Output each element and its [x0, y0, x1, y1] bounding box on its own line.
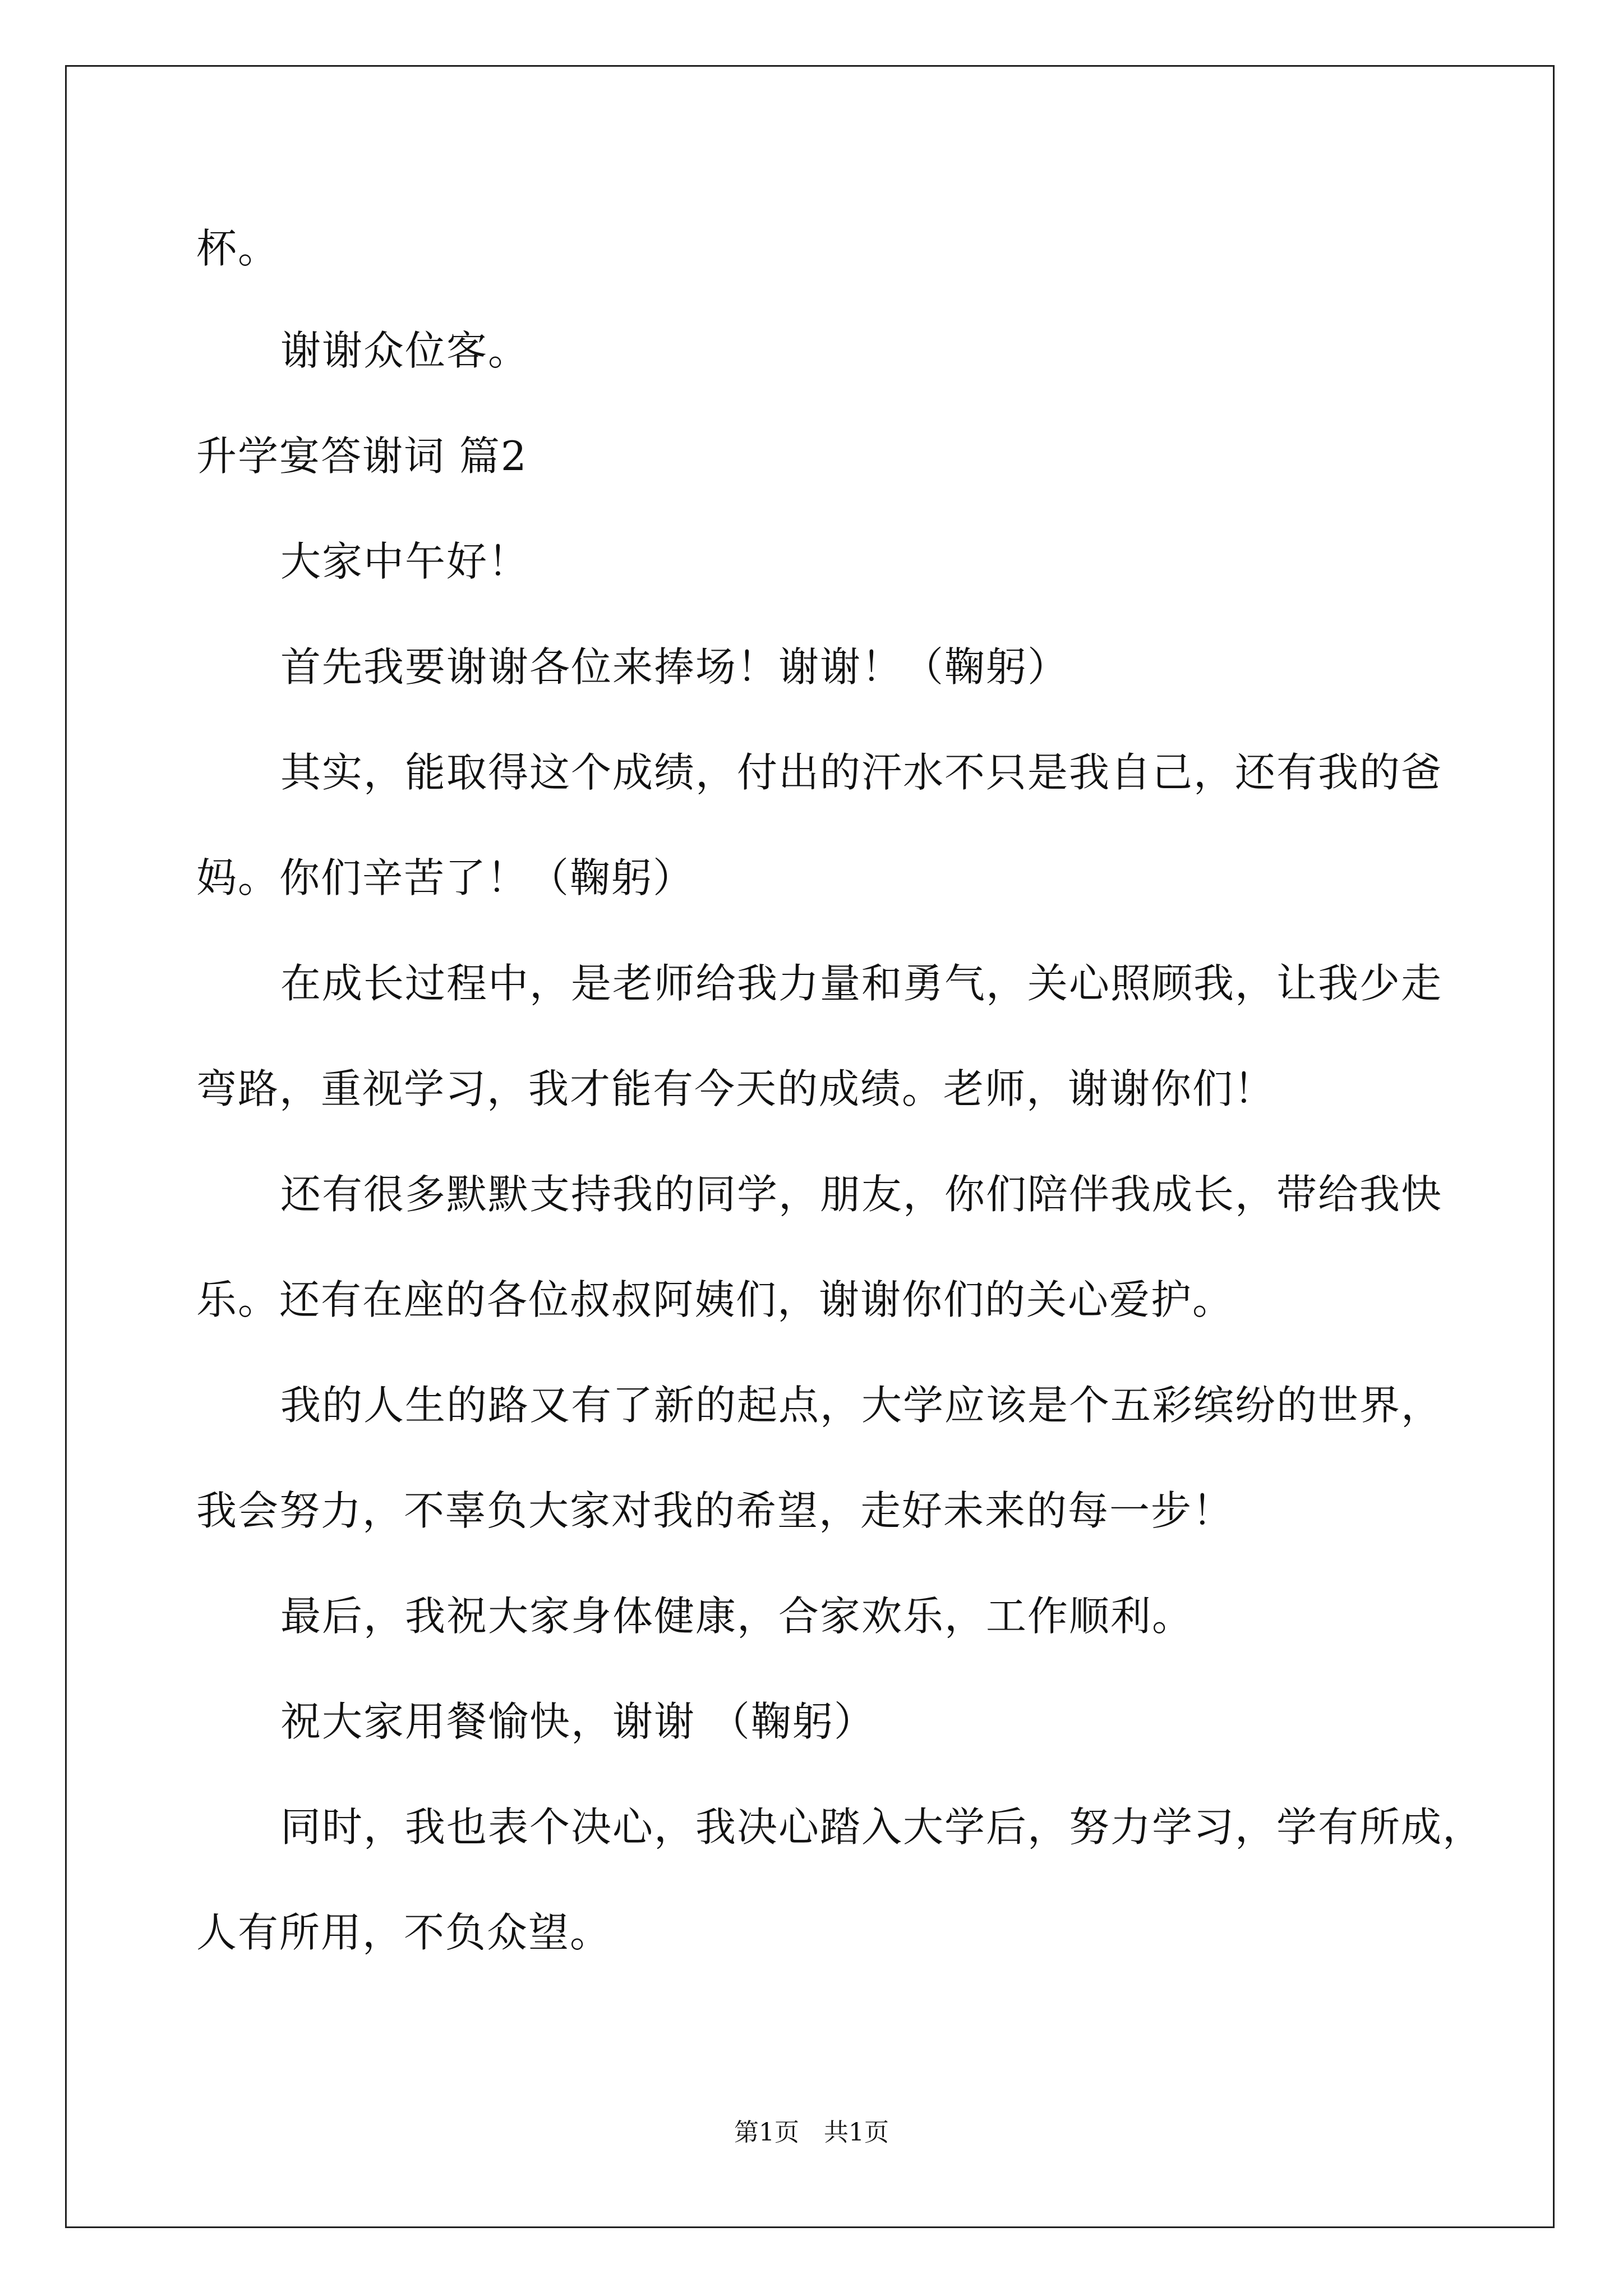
text-line: 其实，能取得这个成绩，付出的汗水不只是我自己，还有我的爸: [280, 749, 1443, 796]
text-line: 杯。: [196, 225, 280, 272]
page-footer: 第1页 共1页: [734, 2118, 889, 2147]
text-line: 还有很多默默支持我的同学，朋友，你们陪伴我成长，带给我快: [280, 1171, 1443, 1218]
page-border: [65, 65, 1555, 2228]
text-line: 大家中午好！: [280, 538, 530, 585]
text-line: 谢谢众位客。: [280, 327, 530, 374]
text-line: 我的人生的路又有了新的起点，大学应该是个五彩缤纷的世界，: [280, 1382, 1443, 1429]
text-line: 最后，我祝大家身体健康，合家欢乐，工作顺利。: [280, 1593, 1194, 1640]
text-line: 我会努力，不辜负大家对我的希望，走好未来的每一步！: [196, 1487, 1234, 1534]
text-line: 弯路，重视学习，我才能有今天的成绩。老师，谢谢你们！: [196, 1065, 1276, 1112]
section-heading: 升学宴答谢词 篇2: [196, 432, 528, 480]
text-line: 祝大家用餐愉快，谢谢 （鞠躬）: [280, 1698, 875, 1745]
text-line: 首先我要谢谢各位来捧场！谢谢！（鞠躬）: [280, 643, 1069, 691]
text-line: 在成长过程中，是老师给我力量和勇气，关心照顾我，让我少走: [280, 960, 1443, 1007]
text-line: 乐。还有在座的各位叔叔阿姨们，谢谢你们的关心爱护。: [196, 1276, 1234, 1323]
text-line: 同时，我也表个决心，我决心踏入大学后，努力学习，学有所成，: [280, 1803, 1484, 1851]
text-line: 妈。你们辛苦了！（鞠躬）: [196, 854, 695, 901]
text-line: 人有所用，不负众望。: [196, 1909, 612, 1956]
